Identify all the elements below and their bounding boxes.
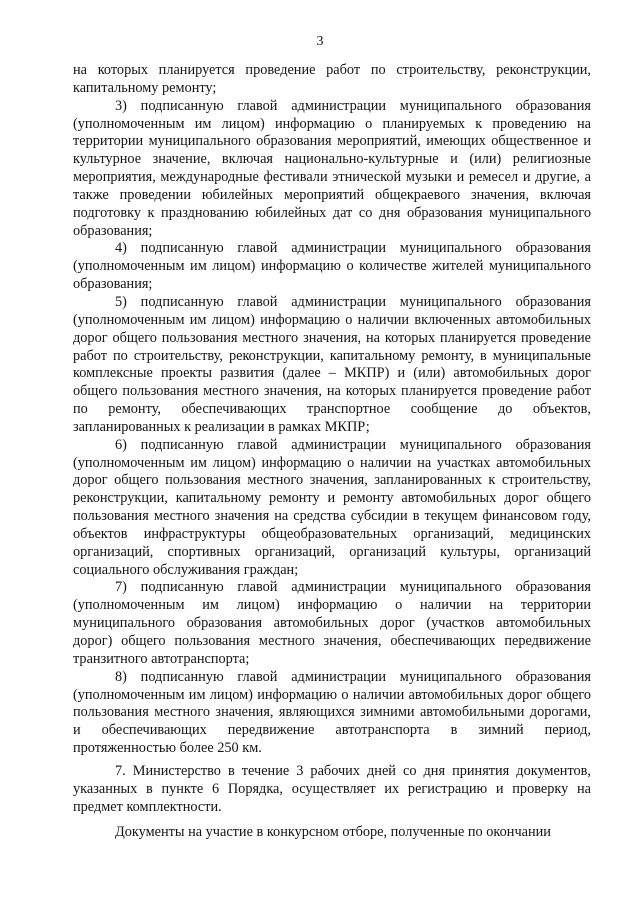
page-number: 3 — [316, 34, 324, 49]
document-body — [73, 62, 591, 842]
paragraph-item-3: 3) подписанную главой администрации муниципального образования (уполномоченным им лицом) информацию о планируемых к проведению на территории муниципального образования мероприятий, имеющих общественное и культурное значение, включая национально-культурные и (или) религиозные мероприятия, международные фестивали этнической музыки и ремесел и другие, а также проведении юбилейных мероприятий общекраевого значения, включая подготовку к празднованию юбилейных дат со дня образования муниципального образования; — [73, 97, 591, 239]
paragraph-item-8: 8) подписанную главой администрации муниципального образования (уполномоченным им лицом) информацию о наличии автомобильных дорог общего пользования местного значения, являющихся зимними автомобильными дорогами, и обеспечивающих передвижение автотранспорта в зимний период, протяженностью более 250 км. — [73, 668, 591, 757]
paragraph-clause-7: 7. Министерство в течение 3 рабочих дней со дня принятия документов, указанных в пункте 6 Порядка, осуществляет их регистрацию и проверку на предмет комплектности. — [73, 762, 591, 815]
paragraph-item-7: 7) подписанную главой администрации муниципального образования (уполномоченным им лицом) информацию о наличии на территории муниципального образования автомобильных дорог (участков автомобильных дорог) общего пользования местного значения, обеспечивающих передвижение транзитного автотранспорта; — [73, 579, 591, 667]
paragraph-item-6: 6) подписанную главой администрации муниципального образования (уполномоченным им лицом) информацию о наличии на участках автомобильных дорог общего пользования местного значения, запланированных к строительству, реконструкции, капитальному ремонту и ремонту автомобильных дорог общего пользования местного значения на средства субсидии в текущем финансовом году, объектов инфраструктуры общеобразовательных организаций, медицинских организаций, спортивных организаций, организаций культуры, организаций социального обслуживания граждан; — [73, 436, 591, 578]
paragraph-continuation: на которых планируется проведение работ по строительству, реконструкции, капитальному ремонту; — [73, 62, 591, 96]
paragraph-documents: Документы на участие в конкурсном отборе, полученные по окончании — [115, 824, 551, 841]
paragraph-item-5: 5) подписанную главой администрации муниципального образования (уполномоченным им лицом) информацию о наличии включенных автомобильных дорог общего пользования местного значения, на которых планируется проведение работ по строительству, реконструкции, капитальному ремонту, в муниципальные комплексные проекты развития (далее – МКПР) и (или) автомобильных дорог общего пользования местного значения, на которых планируется проведение работ по ремонту, обеспечивающих транспортное сообщение до объектов, запланированных к реализации в рамках МКПР; — [73, 293, 591, 435]
paragraph-item-4: 4) подписанную главой администрации муниципального образования (уполномоченным им лицом) информацию о количестве жителей муниципального образования; — [73, 240, 591, 293]
